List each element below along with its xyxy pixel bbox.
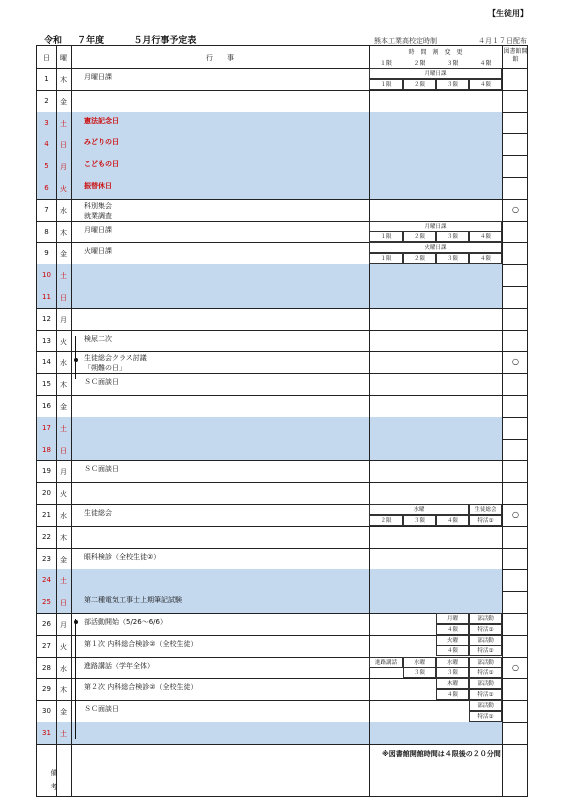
- schedule-period-cell: ４限: [469, 79, 502, 90]
- weekday: 木: [60, 533, 67, 542]
- weekday: 土: [60, 119, 67, 128]
- weekday: 金: [60, 97, 67, 106]
- weekday: 火: [60, 185, 67, 193]
- header-period-1: １限: [379, 60, 392, 67]
- weekday: 金: [60, 555, 67, 564]
- schedule-period-cell: １限: [369, 253, 403, 264]
- schedule-cell: 火曜: [436, 635, 469, 646]
- day-number: 2: [44, 96, 49, 105]
- schedule-cell: ３限: [403, 667, 436, 678]
- day-number: 17: [42, 423, 51, 432]
- weekday: 土: [60, 424, 67, 433]
- row-divider: [37, 744, 527, 745]
- day-number: 9: [44, 249, 49, 258]
- remarks-label-2: 考: [50, 783, 58, 791]
- schedule-period-cell: 特活①: [469, 515, 502, 526]
- schedule-table: [36, 45, 528, 797]
- day-number: 12: [42, 314, 51, 323]
- library-open-mark: ○: [512, 204, 519, 214]
- day-number: 8: [44, 227, 49, 236]
- holiday-shading: [37, 417, 502, 439]
- schedule-period-cell: ４限: [469, 231, 502, 242]
- weekday: 火: [60, 642, 67, 651]
- holiday-shading: [37, 722, 502, 744]
- weekday: 木: [60, 228, 67, 237]
- schedule-cell: 水曜: [436, 657, 469, 668]
- weekday: 月: [60, 315, 67, 324]
- header-events: 行 事: [206, 54, 234, 62]
- schedule-cell: 部活動: [469, 678, 502, 689]
- schedule-name: ５月行事予定表: [133, 36, 197, 46]
- table-row: [37, 417, 527, 439]
- schedule-cell: ４限: [436, 624, 469, 635]
- day-number: 14: [42, 358, 51, 367]
- day-number: 10: [42, 271, 51, 280]
- event-text: 憲法記念日: [84, 116, 119, 125]
- weekday: 金: [60, 250, 67, 259]
- day-number: 15: [42, 380, 51, 389]
- event-text: こどもの日: [84, 160, 119, 169]
- day-number: 7: [44, 205, 49, 214]
- weekday: 日: [60, 294, 67, 302]
- schedule-period-cell: ３限: [436, 231, 469, 242]
- day-number: 5: [44, 162, 49, 171]
- day-number: 6: [44, 184, 49, 192]
- table-row: [37, 351, 527, 373]
- header-period-3: ３限: [446, 60, 459, 67]
- event-text: 検尿二次: [84, 334, 112, 343]
- day-number: 16: [42, 402, 51, 410]
- header-day: 日: [43, 54, 50, 62]
- schedule-cell: 特活①: [469, 667, 502, 678]
- table-row: [37, 199, 527, 221]
- table-row: [37, 548, 527, 570]
- schedule-cell: 部活動: [469, 635, 502, 646]
- event-text: 科別集会: [84, 201, 112, 210]
- table-row: [37, 373, 527, 395]
- day-number: 13: [42, 336, 51, 345]
- schedule-cell: ３限: [436, 667, 469, 678]
- table-row: [37, 330, 527, 352]
- event-text: ＳＣ面談日: [84, 465, 119, 474]
- weekday: 日: [60, 446, 67, 455]
- schedule-cell: 特活①: [469, 689, 502, 700]
- schedule-period-cell: ３限: [436, 253, 469, 264]
- event-text: 就業調査: [84, 211, 112, 220]
- table-row: [37, 286, 527, 308]
- schedule-cell: 特活①: [469, 645, 502, 656]
- schedule-cell: 特活①: [469, 624, 502, 635]
- range-arrow: [75, 619, 76, 739]
- weekday: 金: [60, 403, 67, 411]
- schedule-period-cell: ３限: [403, 515, 436, 526]
- schedule-day-label: 火曜日課: [369, 242, 502, 253]
- schedule-cell: ４限: [436, 689, 469, 700]
- schedule-cell: 月曜: [436, 613, 469, 624]
- weekday: 水: [60, 664, 67, 673]
- table-row: [37, 112, 527, 134]
- weekday: 土: [60, 272, 67, 281]
- schedule-cell: 特活①: [469, 711, 502, 722]
- schedule-period-cell: ４限: [469, 253, 502, 264]
- schedule-day-label: 月曜日課: [369, 68, 502, 79]
- weekday: 木: [60, 76, 67, 84]
- day-number: 1: [44, 75, 49, 83]
- schedule-period-cell: １限: [369, 231, 403, 242]
- day-number: 26: [42, 620, 51, 628]
- day-number: 23: [42, 554, 51, 563]
- table-row: [37, 177, 527, 199]
- library-open-mark: ○: [512, 510, 519, 519]
- weekday: 月: [60, 163, 67, 172]
- schedule-period-cell: ２限: [403, 79, 436, 90]
- library-open-mark: ○: [512, 662, 519, 672]
- holiday-shading: [37, 264, 502, 286]
- event-text: 第２次 内科総合検診②（全校生徒）: [84, 683, 198, 692]
- weekday: 日: [60, 599, 67, 608]
- event-text: 「朔難の日」: [84, 364, 126, 373]
- remarks-note: ※図書館開館時間は４限後の２０分間: [382, 750, 501, 758]
- remarks-label: [37, 766, 71, 794]
- col-divider: [502, 46, 503, 796]
- student-tag: 【生徒用】: [488, 9, 528, 18]
- schedule-cell: 部活動: [469, 613, 502, 624]
- table-row: [37, 439, 527, 461]
- weekday: 水: [60, 512, 67, 520]
- year: ７年度: [77, 36, 105, 46]
- schedule-day-label: 月曜日課: [369, 221, 502, 232]
- table-row: [37, 264, 527, 286]
- header-library: 図書館開館: [503, 48, 528, 63]
- table-row: [37, 460, 527, 482]
- day-number: 21: [42, 511, 51, 519]
- schedule-period-cell: ２限: [369, 515, 403, 526]
- event-text: 第１次 内科総合検診②（全校生徒）: [84, 639, 198, 648]
- weekday: 月: [60, 468, 67, 477]
- weekday: 水: [60, 359, 67, 368]
- event-text: 生徒総会: [84, 509, 112, 517]
- table-row: [37, 700, 527, 722]
- event-text: 進路講話（学年全体）: [84, 661, 154, 670]
- day-number: 29: [42, 685, 51, 694]
- holiday-shading: [37, 286, 502, 308]
- header-period-4: ４限: [479, 60, 492, 67]
- weekday: 日: [60, 141, 67, 150]
- table-row: [37, 591, 527, 613]
- weekday: 木: [60, 381, 67, 390]
- event-text: みどりの日: [84, 138, 119, 147]
- event-text: 第二種電気工事士上期筆記試験: [84, 596, 182, 605]
- day-number: 30: [42, 707, 51, 716]
- table-row: [37, 308, 527, 330]
- day-number: 27: [42, 641, 51, 650]
- schedule-event-label: 生徒総会: [469, 504, 502, 515]
- schedule-period-cell: １限: [369, 79, 403, 90]
- weekday: 土: [60, 577, 67, 586]
- day-number: 4: [44, 140, 49, 149]
- day-number: 24: [42, 576, 51, 585]
- day-number: 18: [42, 445, 51, 454]
- weekday: 土: [60, 730, 67, 738]
- era: 令和: [44, 36, 63, 46]
- schedule-cell: 部活動: [469, 700, 502, 711]
- col-divider: [56, 46, 57, 796]
- schedule-period-cell: ２限: [403, 253, 436, 264]
- schedule-period-cell: ４限: [436, 515, 469, 526]
- table-row: [37, 722, 527, 744]
- event-text: 生徒総会クラス討議: [84, 354, 147, 363]
- school-name: 熊本工業高校定時制: [374, 37, 437, 45]
- library-open-mark: ○: [512, 357, 519, 367]
- event-text: ＳＣ面談日: [84, 378, 119, 387]
- day-number: 11: [42, 293, 51, 301]
- weekday: 金: [60, 708, 67, 717]
- day-number: 31: [42, 729, 51, 737]
- table-row: [37, 90, 527, 112]
- weekday: 火: [60, 337, 67, 346]
- schedule-cell: 部活動: [469, 657, 502, 668]
- holiday-shading: [37, 439, 502, 461]
- header-period-2: ２限: [413, 60, 426, 67]
- event-text: 月曜日課: [84, 225, 112, 234]
- range-arrow: [75, 336, 76, 380]
- weekday: 水: [60, 206, 67, 215]
- day-number: 20: [42, 489, 51, 498]
- day-number: 19: [42, 467, 51, 476]
- table-row: [37, 526, 527, 548]
- day-number: 28: [42, 663, 51, 672]
- event-text: 部活動開始（5/26〜6/6）: [84, 618, 167, 626]
- event-text: ＳＣ面談日: [84, 705, 119, 714]
- schedule-cell: 進路講話: [369, 657, 403, 668]
- col-divider: [369, 46, 370, 796]
- table-row: [37, 569, 527, 591]
- weekday: 火: [60, 490, 67, 499]
- event-text: 火曜日課: [84, 247, 112, 256]
- holiday-shading: [37, 569, 502, 591]
- schedule-period-cell: ３限: [436, 79, 469, 90]
- table-row: [37, 133, 527, 155]
- schedule-period-cell: ２限: [403, 231, 436, 242]
- col-divider: [71, 46, 72, 796]
- schedule-cell: ４限: [436, 645, 469, 656]
- day-number: 22: [42, 532, 51, 541]
- table-row: [37, 155, 527, 177]
- schedule-cell: 水曜: [403, 657, 436, 668]
- weekday: 木: [60, 686, 67, 695]
- header-schedule-change: 時 間 割 変 更: [408, 49, 463, 56]
- event-text: 月曜日課: [84, 73, 112, 81]
- event-text: 振替休日: [84, 182, 112, 190]
- event-text: 眼科検診（全校生徒②）: [84, 552, 161, 561]
- table-row: [37, 395, 527, 417]
- remarks-label-1: 備: [50, 769, 58, 777]
- schedule-cell: 木曜: [436, 678, 469, 689]
- weekday: 月: [60, 621, 67, 629]
- day-number: 3: [44, 118, 49, 127]
- day-number: 25: [42, 598, 51, 607]
- table-row: [37, 482, 527, 504]
- distribution-date: ４月１７日配布: [478, 37, 527, 45]
- header-weekday: 曜: [60, 54, 67, 62]
- schedule-day-label: 水曜: [369, 504, 469, 515]
